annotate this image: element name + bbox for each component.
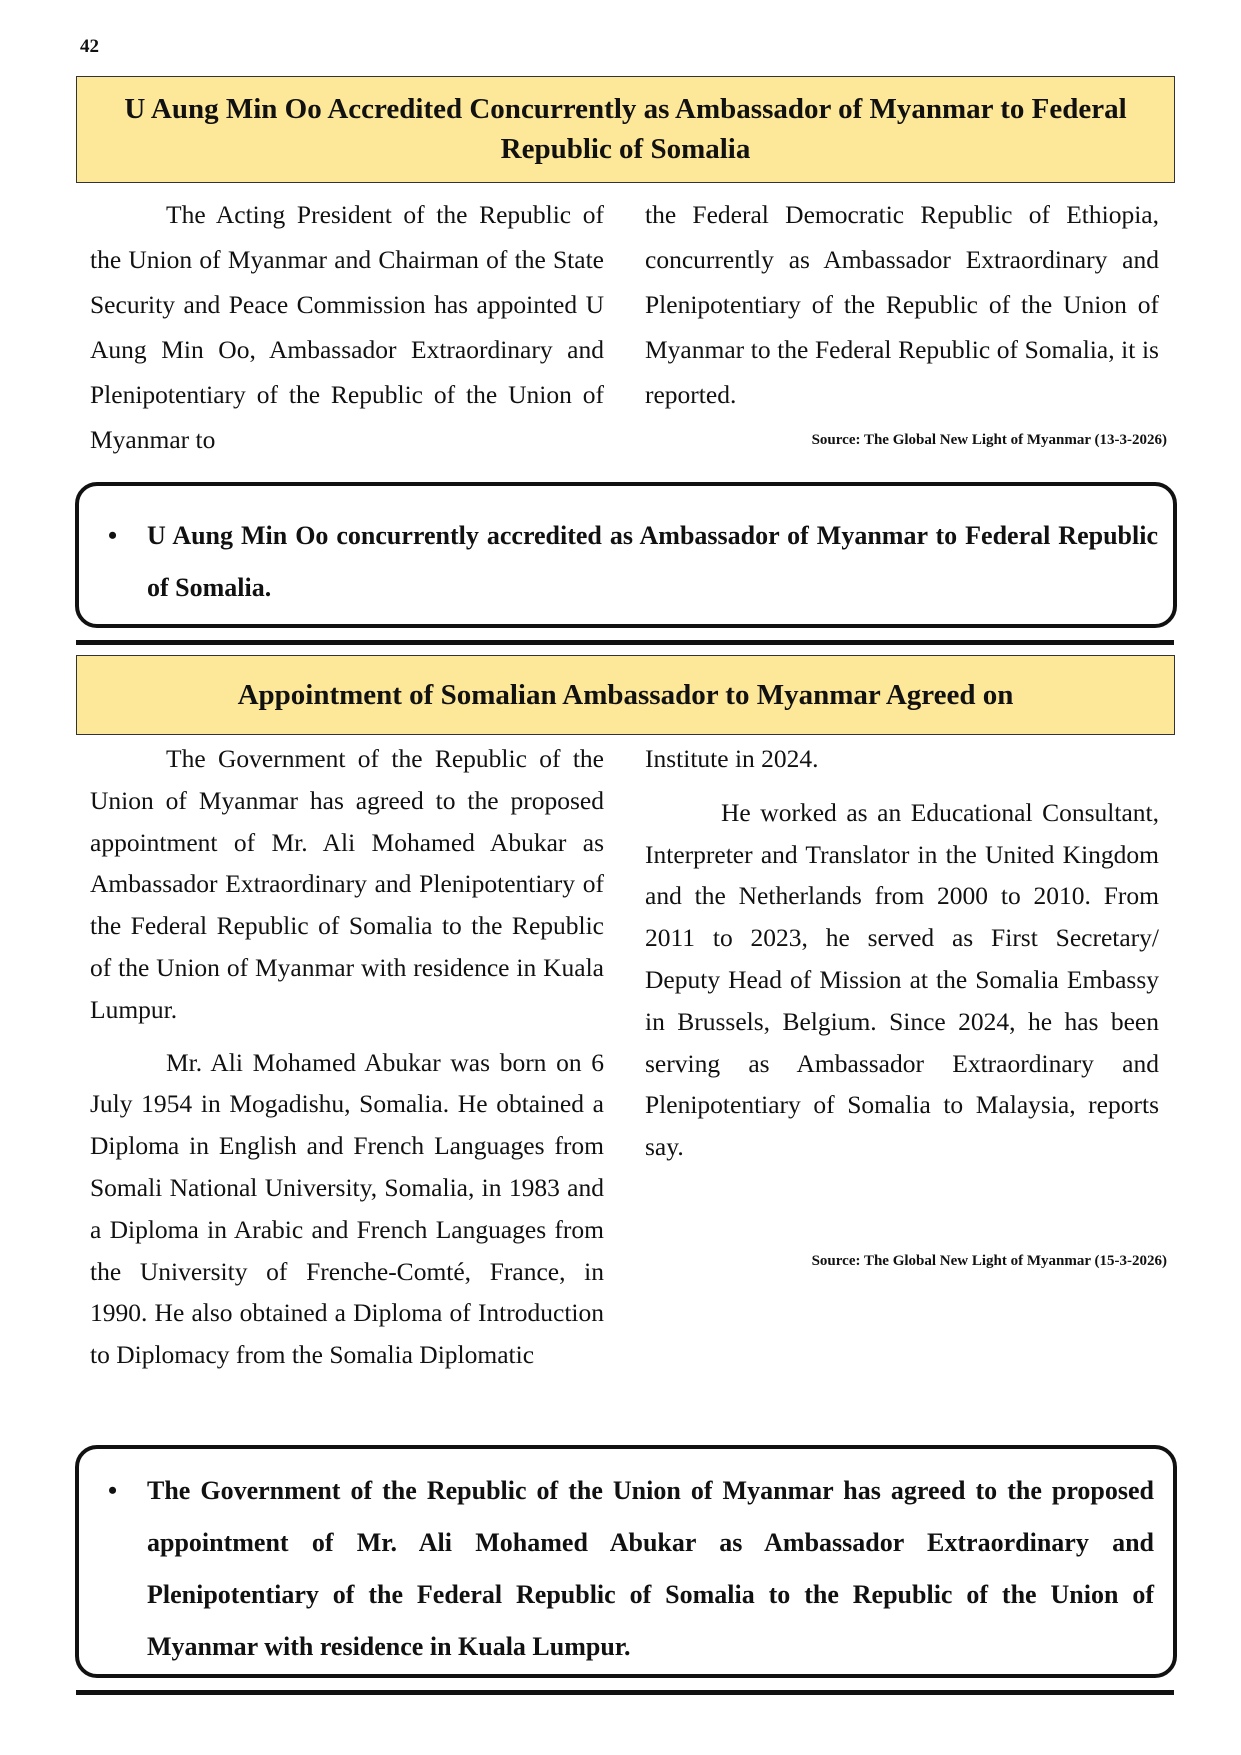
article-2-right-column — [645, 738, 1159, 1168]
paragraph: The Acting President of the Republic of the Union of Myanmar and Chairman of the State Security and Peace Commission has appointed U Aung Min Oo, Ambassador Extraordinary and Plenipotentiary of the Republic of the Union of Myanmar to — [90, 200, 604, 454]
article-1-title: U Aung Min Oo Accredited Concurrently as Ambassador of Myanmar to Federal Republic of Somalia — [76, 76, 1175, 183]
article-2-left-column — [90, 738, 604, 1376]
summary-item — [94, 510, 1158, 614]
article-1-right-column — [645, 192, 1159, 417]
paragraph: the Federal Democratic Republic of Ethiopia, concurrently as Ambassador Extraordinary and Plenipotentiary of the Republic of the Union of Myanmar to the Federal Republic of Somalia, it is reported. — [645, 200, 1159, 409]
paragraph: Institute in 2024. — [645, 744, 819, 773]
section-divider — [76, 640, 1174, 645]
bottom-divider — [76, 1690, 1174, 1695]
article-2-summary-box — [75, 1445, 1177, 1678]
paragraph: The Government of the Republic of the Union of Myanmar has agreed to the proposed appointment of Mr. Ali Mohamed Abukar as Ambassador Extraordinary and Plenipotentiary of the Federal Republic of Somalia to the Republic of the Union of Myanmar with residence in Kuala Lumpur. — [90, 744, 604, 1024]
paragraph: He worked as an Educational Consultant, Interpreter and Translator in the United Kingdom and the Netherlands from 2000 to 2010. From 2011 to 2023, he served as First Secretary/ Deputy Head of Mission at the Somalia Embassy in Brussels, Belgium. Since 2024, he has been serving as Ambassador Extraordinary and Plenipotentiary of Somalia to Malaysia, reports say. — [645, 797, 1159, 1162]
page-number: 42 — [80, 36, 99, 57]
article-2-title: Appointment of Somalian Ambassador to Myanmar Agreed on — [76, 655, 1175, 735]
article-1-source: Source: The Global New Light of Myanmar (13-3-2026) — [811, 432, 1167, 448]
bullet-icon: • — [108, 1476, 118, 1505]
paragraph: Mr. Ali Mohamed Abukar was born on 6 July 1954 in Mogadishu, Somalia. He obtained a Diploma in English and French Languages from Somali National University, Somalia, in 1983 and a Diploma in Arabic and French Languages from the University of Frenche-Comté, France, in 1990. He also obtained a Diploma of Introduction to Diplomacy from the Somalia Diplomatic — [90, 1047, 604, 1370]
summary-text: The Government of the Republic of the Union of Myanmar has agreed to the proposed appointment of Mr. Ali Mohamed Abukar as Ambassador Extraordinary and Plenipotentiary of the Federal Republic of Somalia to the Republic of the Union of Myanmar with residence in Kuala Lumpur. — [147, 1476, 1154, 1661]
article-1-left-column — [90, 192, 604, 462]
summary-item — [94, 1465, 1154, 1673]
bullet-icon: • — [108, 521, 118, 550]
article-2-source: Source: The Global New Light of Myanmar (15-3-2026) — [811, 1253, 1167, 1269]
summary-text: U Aung Min Oo concurrently accredited as Ambassador of Myanmar to Federal Republic of Somalia. — [147, 521, 1158, 602]
article-1-summary-box — [75, 482, 1177, 628]
